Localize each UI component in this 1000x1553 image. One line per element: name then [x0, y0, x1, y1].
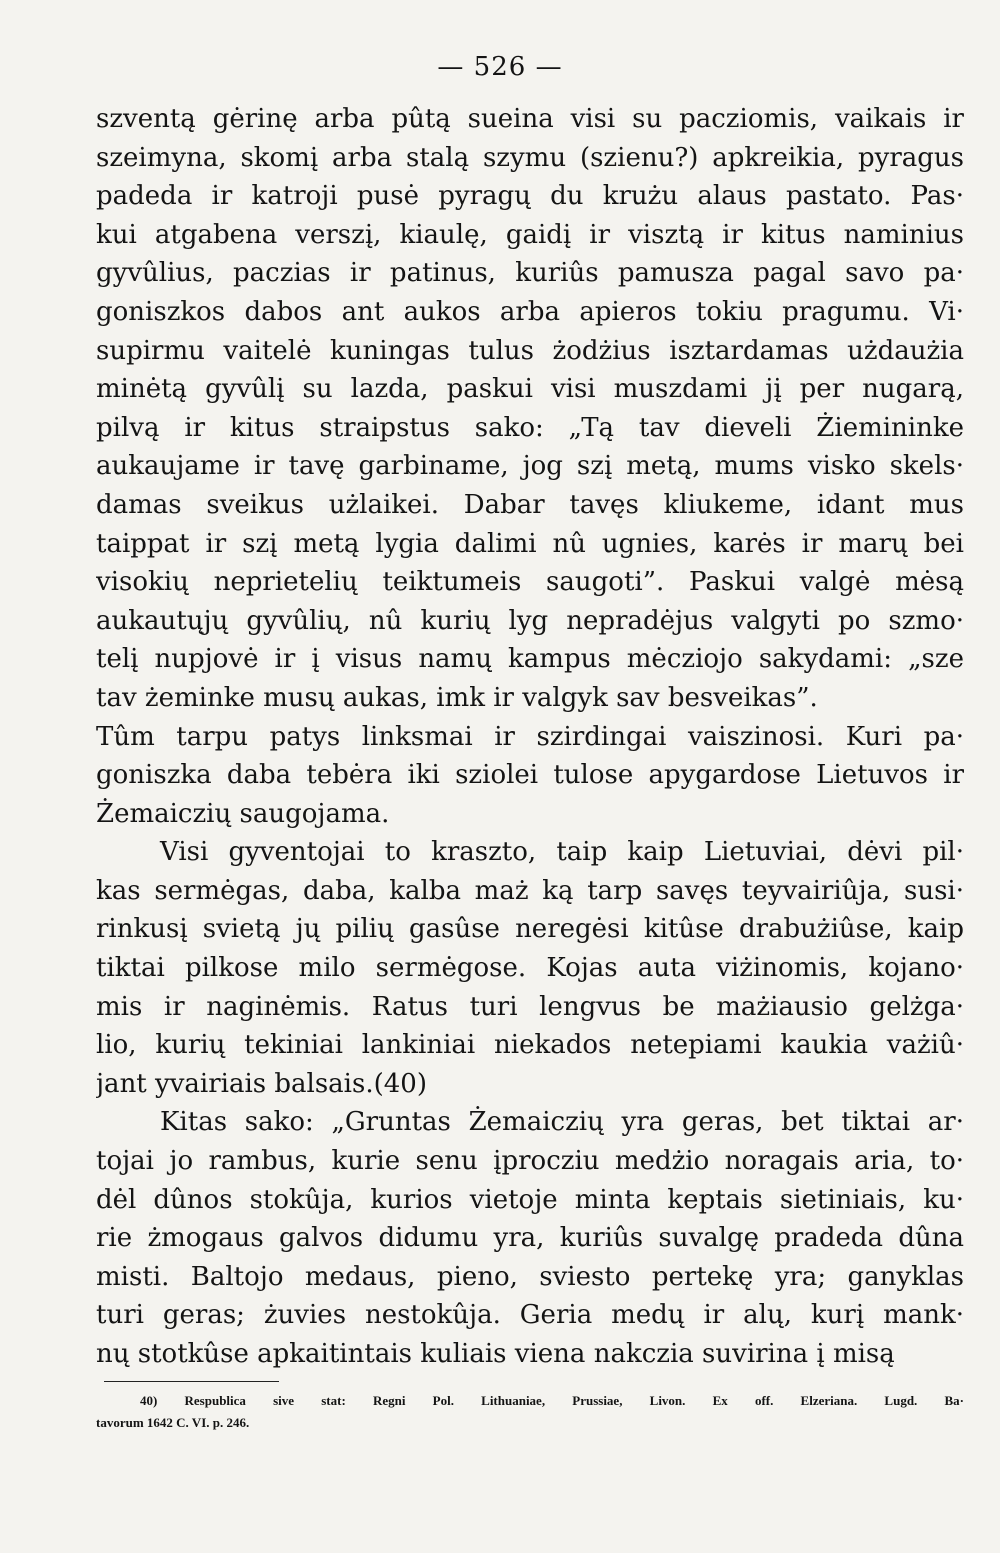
text-line: nų stotkûse apkaitintais kuliais viena nakczia suvirina į misą — [96, 1339, 895, 1369]
text-line: padeda ir katroji pusė pyragų du krużu alaus pastato. Pas· — [96, 181, 964, 212]
text-line: visokių neprietelių teiktumeis saugoti”. Paskui valgė mėsą — [96, 567, 964, 598]
text-line: goniszka daba tebėra iki sziolei tulose apygardose Lietuvos ir — [96, 760, 964, 791]
text-line: kui atgabena verszį, kiaulę, gaidį ir visztą ir kitus naminius — [96, 219, 964, 250]
text-line: Kitas sako: „Gruntas Żemaiczių yra geras, bet tiktai ar· — [160, 1107, 964, 1138]
footnote-line: 40) Respublica sive stat: Regni Pol. Lithuaniae, Prussiae, Livon. Ex off. Elzeriana. Lugd. Ba· — [140, 1393, 964, 1408]
text-line: rie żmogaus galvos didumu yra, kuriûs suvalgę pradeda dûna — [96, 1223, 964, 1254]
text-line: Tûm tarpu patys linksmai ir szirdingai vaiszinosi. Kuri pa· — [96, 721, 964, 752]
text-line: kas sermėgas, daba, kalba maż ką tarp savęs teyvairiûja, susi· — [96, 875, 964, 906]
footnotes — [96, 1390, 964, 1434]
text-line: turi geras; żuvies nestokûja. Geria medų ir alų, kurį mank· — [96, 1300, 964, 1331]
footnote-divider — [104, 1381, 279, 1382]
text-line: aukautųjų gyvûlių, nû kurių lyg nepradėjus valgyti po szmo· — [96, 605, 964, 636]
text-line: szventą gėrinę arba pûtą sueina visi su pacziomis, vaikais ir — [96, 104, 964, 134]
text-line: tiktai pilkose milo sermėgose. Kojas auta viżinomis, kojano· — [96, 953, 964, 984]
text-line: taippat ir szį metą lygia dalimi nû ugnies, karės ir marų bei — [96, 528, 964, 559]
page-number: — 526 — — [437, 52, 563, 82]
text-line: minėtą gyvûlį su lazda, paskui visi muszdami jį per nugarą, — [96, 374, 964, 405]
text-line: tojai jo rambus, kurie senu įprocziu medżio noragais aria, to· — [96, 1146, 964, 1177]
text-line: pilvą ir kitus straipstus sako: „Tą tav dieveli Żiemininke — [96, 412, 964, 443]
text-line: lio, kurių tekiniai lankiniai niekados netepiami kaukia vażiû· — [96, 1030, 964, 1061]
text-line: tav żeminke musų aukas, imk ir valgyk sav besveikas”. — [96, 682, 818, 713]
text-line: mis ir naginėmis. Ratus turi lengvus be mażiausio gelżga· — [96, 991, 964, 1022]
text-line: misti. Baltojo medaus, pieno, sviesto pertekę yra; ganyklas — [96, 1261, 964, 1292]
text-line: Visi gyventojai to kraszto, taip kaip Lietuviai, dėvi pil· — [160, 837, 964, 868]
text-line: szeimyna, skomį arba stalą szymu (szienu?) apkreikia, pyragus — [96, 142, 964, 173]
text-line: supirmu vaitelė kuningas tulus żodżius isztardamas użdaużia — [96, 335, 964, 366]
text-line: telį nupjovė ir į visus namų kampus mėcziojo sakydami: „sze — [96, 644, 964, 675]
text-line: gyvûlius, paczias ir patinus, kuriûs pamusza pagal savo pa· — [96, 258, 964, 289]
text-line: jant yvairiais balsais.(40) — [96, 1068, 427, 1099]
footnote-line: tavorum 1642 C. VI. p. 246. — [96, 1415, 250, 1430]
body-text — [96, 100, 964, 1374]
text-line: rinkusį svietą jų pilių gasûse neregėsi kitûse drabużiûse, kaip — [96, 914, 964, 945]
text-line: goniszkos dabos ant aukos arba apieros tokiu pragumu. Vi· — [96, 296, 964, 327]
text-line: dėl dûnos stokûja, kurios vietoje minta keptais sietiniais, ku· — [96, 1184, 964, 1215]
text-line: aukaujame ir tavę garbiname, jog szį metą, mums visko skels· — [96, 451, 964, 482]
text-line: damas sveikus użlaikei. Dabar tavęs kliukeme, idant mus — [96, 489, 964, 520]
text-line: Żemaiczių saugojama. — [96, 798, 390, 829]
